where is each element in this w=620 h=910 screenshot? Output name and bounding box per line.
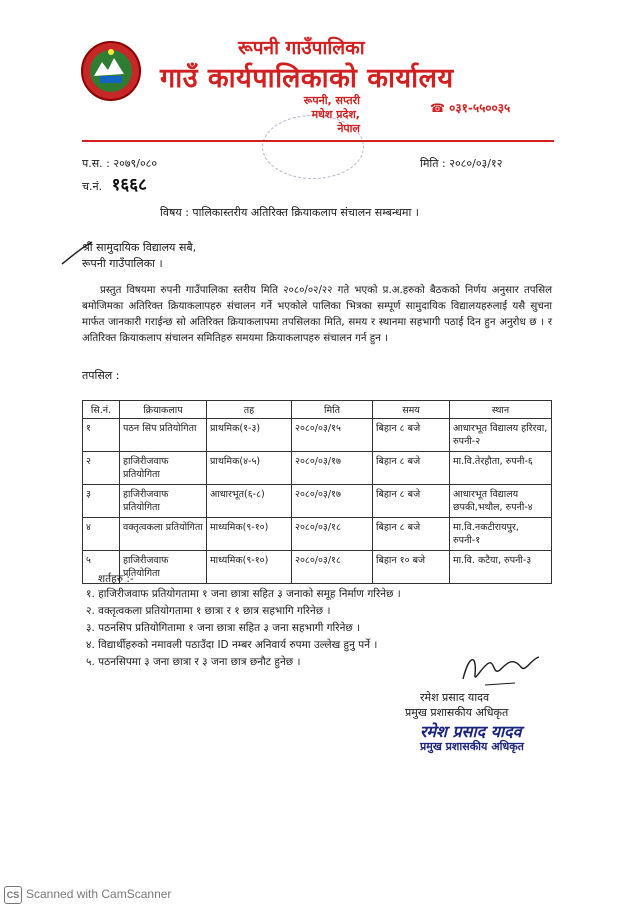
cell-serial: ५ (83, 551, 120, 584)
body-paragraph: प्रस्तुत विषयमा रुपनी गाउँपालिका स्तरीय मिति २०८०/०२/२२ गते भएको प्र.अ.हरुको बैठकको निर्णय अनुसार तपसिल बमोजिमका अतिरिक्त क्रियाकलापहरु संचालन गर्ने भएकोले पालिका भित्रका सम्पूर्ण सामुदायिक विद्यालयहरुलाई यसै सुचना मार्फत जानकारी गराईन्छ सो अतिरिक्त क्रियाकलापमा तपसिलका मिति, समय र स्थानमा सहभागी पठाई दिन हुन अनुरोध छ । र अतिरिक्त क्रियाकलाप संचालन समितिहरु समयमा क्रियाकलापहरु संचालन गर्न हुन । (82, 285, 552, 344)
table-row (83, 485, 552, 518)
table-header-row (83, 401, 552, 419)
cell-time: बिहान ८ बजे (373, 485, 450, 518)
dispatch-value: १६६८ (111, 175, 147, 195)
cell-serial: ३ (83, 485, 120, 518)
cell-time: बिहान १० बजे (373, 551, 450, 584)
cell-date: २०८०/०३/१८ (292, 518, 373, 551)
cell-time: बिहान ८ बजे (373, 452, 450, 485)
recipient-line-1: श्री सामुदायिक विद्यालय सबै, (82, 241, 197, 254)
letter-date: मिति : २०८०/०३/१२ (420, 157, 503, 170)
activity-schedule-table (82, 400, 552, 584)
camscanner-icon: CS (4, 886, 22, 904)
cell-date: २०८०/०३/१७ (292, 452, 373, 485)
condition-item: २. वक्तृत्वकला प्रतियोगतामा १ छात्रा र १ छात्र सहभागि गरिनेछ । (86, 605, 331, 617)
cell-serial: १ (83, 419, 120, 452)
cell-time: बिहान ८ बजे (373, 518, 450, 551)
address-line-2: मधेश प्रदेश, नेपाल (311, 108, 360, 135)
name-stamp: रमेश प्रसाद यादव (420, 722, 522, 741)
office-phone: ☎ ०३१-५५००३५ (430, 101, 511, 115)
conditions-title: शर्तहरु :- (98, 573, 134, 585)
office-name: गाउँ कार्यपालिकाको कार्यालय (160, 63, 454, 94)
cell-activity: हाजिरीजवाफ प्रतियोगिता (120, 485, 207, 518)
watermark-text: Scanned with CamScanner (26, 887, 172, 902)
cell-activity: पठन सिप प्रतियोगिता (120, 419, 207, 452)
table-row (83, 551, 552, 584)
condition-item: ४. विद्यार्थीहरुको नमावली पठाउँदा ID नम्बर अनिवार्य रुपमा उल्लेख हुनु पर्ने । (86, 639, 378, 651)
col-venue: स्थान (450, 401, 552, 419)
dispatch-label: च.नं. (82, 180, 103, 193)
details-label: तपसिल : (82, 369, 120, 382)
col-level: तह (207, 401, 292, 419)
table-row (83, 452, 552, 485)
address-line-1: रूपनी, सप्तरी (303, 94, 360, 107)
cell-date: २०८०/०३/१८ (292, 551, 373, 584)
table-row (83, 419, 552, 452)
reference-number: प.स. : २०७९/०८० (82, 157, 158, 170)
letterhead-divider (82, 140, 554, 142)
cell-time: बिहान ८ बजे (373, 419, 450, 452)
signer-name: रमेश प्रसाद यादव (420, 691, 490, 704)
cell-activity: हाजिरीजवाफ प्रतियोगिता (120, 551, 207, 584)
cell-serial: २ (83, 452, 120, 485)
nepal-emblem-logo (80, 40, 142, 102)
dispatch-number (82, 172, 147, 195)
office-address (290, 94, 360, 136)
handwritten-signature (455, 645, 545, 690)
scanner-watermark (4, 886, 171, 904)
col-time: समय (373, 401, 450, 419)
cell-level: माध्यमिक(९-१०) (207, 551, 292, 584)
condition-item: १. हाजिरीजवाफ प्रतियोगतामा १ जना छात्रा सहित ३ जनाको समूह निर्माण गरिनेछ । (86, 588, 401, 600)
cell-level: प्राथमिक(१-३) (207, 419, 292, 452)
cell-date: २०८०/०३/१५ (292, 419, 373, 452)
letter-body (82, 283, 552, 347)
col-activity: क्रियाकलाप (120, 401, 207, 419)
cell-level: माध्यमिक(९-१०) (207, 518, 292, 551)
cell-serial: ४ (83, 518, 120, 551)
cell-venue: आधारभूत विद्यालय हरिरवा, रुपनी-२ (450, 419, 552, 452)
recipient-line-2: रूपनी गाउँपालिका । (82, 257, 163, 270)
cell-venue: मा.वि.नकटीरायपुर, रुपनी-१ (450, 518, 552, 551)
cell-date: २०८०/०३/१७ (292, 485, 373, 518)
municipality-name: रूपनी गाउँपालिका (238, 37, 365, 59)
col-serial: सि.नं. (83, 401, 120, 419)
signer-title: प्रमुख प्रशासकीय अधिकृत (405, 706, 509, 719)
cell-venue: मा.वि. कटैया, रुपनी-३ (450, 551, 552, 584)
letter-subject: विषय : पालिकास्तरीय अतिरिक्त क्रियाकलाप संचालन सम्बन्धमा । (160, 206, 419, 219)
cell-venue: मा.वि.तेरहौता, रुपनी-६ (450, 452, 552, 485)
cell-activity: हाजिरीजवाफ प्रतियोगिता (120, 452, 207, 485)
table-row (83, 518, 552, 551)
cell-activity: वक्तृत्वकला प्रतियोगिता (120, 518, 207, 551)
condition-item: ५. पठनसिपमा ३ जना छात्रा र ३ जना छात्र छनौट हुनेछ । (86, 656, 301, 668)
condition-item: ३. पठनसिप प्रतियोगितामा १ जना छात्रा सहित ३ जना सहभागी गरिनेछ । (86, 622, 361, 634)
cell-level: प्राथमिक(४-५) (207, 452, 292, 485)
title-stamp: प्रमुख प्रशासकीय अधिकृत (420, 740, 524, 753)
cell-level: आधारभूत(६-८) (207, 485, 292, 518)
col-date: मिति (292, 401, 373, 419)
cell-venue: आधारभूत विद्यालय छपकी,भथौल, रुपनी-४ (450, 485, 552, 518)
